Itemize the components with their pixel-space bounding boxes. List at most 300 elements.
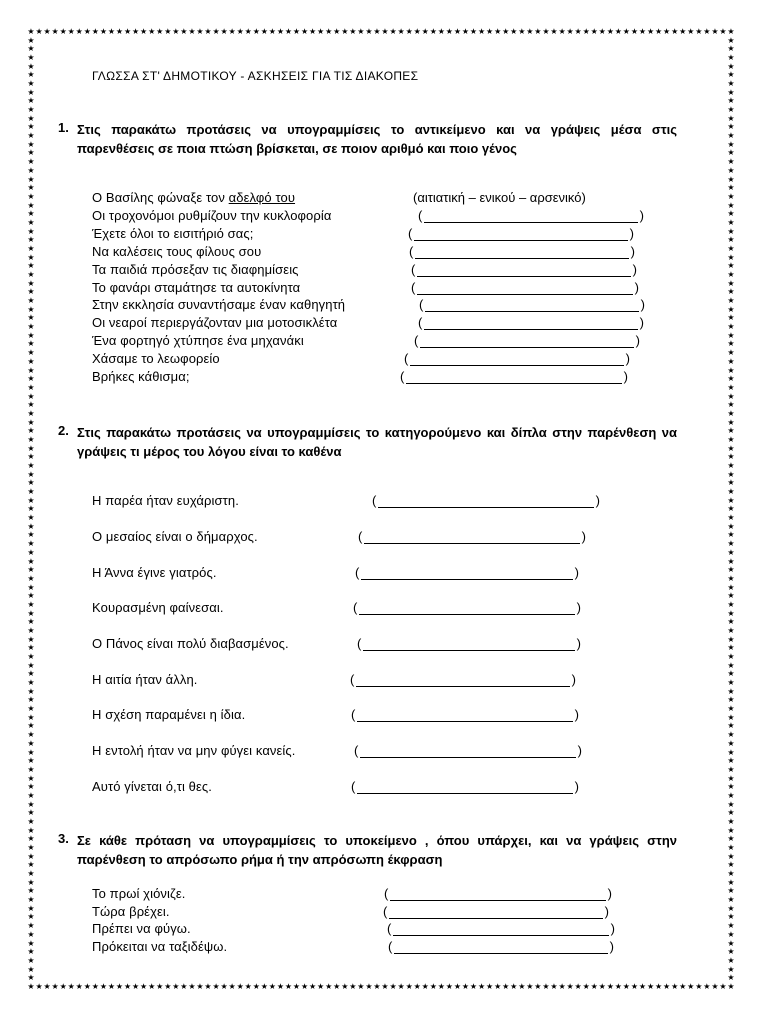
star-icon: ★ — [445, 27, 453, 36]
star-icon: ★ — [727, 70, 735, 80]
star-icon: ★ — [75, 27, 83, 36]
star-icon: ★ — [27, 209, 35, 219]
star-icon: ★ — [727, 52, 735, 62]
answer-blank[interactable] — [419, 297, 645, 314]
star-icon: ★ — [550, 27, 558, 36]
sentence: Έχετε όλοι το εισιτήριό σας; — [92, 226, 254, 241]
star-icon: ★ — [727, 678, 735, 688]
star-icon: ★ — [727, 660, 735, 670]
star-icon: ★ — [317, 982, 325, 991]
answer-line[interactable] — [424, 329, 638, 330]
star-icon: ★ — [99, 27, 107, 36]
star-icon: ★ — [638, 27, 647, 36]
star-icon: ★ — [27, 469, 35, 479]
star-icon: ★ — [727, 929, 735, 939]
answer-blank[interactable] — [418, 315, 644, 332]
star-icon: ★ — [405, 27, 413, 36]
answer-line[interactable] — [424, 222, 638, 223]
star-icon: ★ — [638, 982, 647, 991]
star-icon: ★ — [437, 982, 445, 991]
star-icon: ★ — [727, 643, 735, 653]
star-icon: ★ — [27, 495, 35, 505]
close-paren: ) — [574, 779, 579, 794]
star-icon: ★ — [325, 27, 333, 36]
star-icon: ★ — [622, 27, 630, 36]
star-icon: ★ — [727, 400, 735, 410]
star-icon: ★ — [27, 608, 35, 618]
star-icon: ★ — [727, 122, 735, 132]
star-icon: ★ — [27, 478, 35, 488]
star-icon: ★ — [727, 235, 735, 245]
star-icon: ★ — [188, 982, 196, 991]
example-sentence-text: Ο Βασίλης φώναξε τον — [92, 190, 229, 205]
star-icon: ★ — [671, 982, 679, 991]
star-icon: ★ — [727, 652, 735, 661]
star-icon: ★ — [27, 799, 35, 809]
star-icon: ★ — [727, 417, 735, 427]
star-icon: ★ — [27, 148, 35, 158]
star-icon: ★ — [727, 382, 735, 392]
answer-line[interactable] — [359, 614, 575, 615]
star-icon: ★ — [27, 131, 35, 141]
open-paren: ( — [357, 636, 362, 651]
star-icon: ★ — [148, 27, 156, 36]
star-icon: ★ — [727, 573, 735, 583]
star-icon: ★ — [727, 35, 735, 45]
star-icon: ★ — [671, 27, 679, 36]
star-icon: ★ — [99, 982, 107, 991]
star-icon: ★ — [727, 903, 735, 913]
star-icon: ★ — [590, 982, 598, 991]
star-icon: ★ — [727, 330, 735, 340]
star-icon: ★ — [566, 982, 574, 991]
star-icon: ★ — [27, 938, 35, 948]
star-icon: ★ — [518, 982, 526, 991]
answer-blank[interactable] — [388, 939, 614, 956]
star-icon: ★ — [132, 982, 140, 991]
answer-blank[interactable] — [414, 333, 640, 350]
star-icon: ★ — [727, 443, 735, 453]
star-icon: ★ — [27, 27, 35, 36]
star-icon: ★ — [27, 634, 35, 644]
answer-line[interactable] — [414, 240, 628, 241]
example-answer: (αιτιατική – ενικού – αρσενικό) — [413, 190, 586, 205]
answer-blank[interactable] — [411, 280, 639, 297]
star-icon: ★ — [27, 426, 35, 436]
star-icon: ★ — [91, 27, 99, 36]
star-icon: ★ — [727, 278, 735, 288]
star-icon: ★ — [27, 860, 35, 870]
star-icon: ★ — [27, 434, 35, 444]
star-icon: ★ — [309, 982, 317, 991]
star-icon: ★ — [333, 27, 341, 36]
star-icon: ★ — [123, 27, 132, 36]
worksheet-title: ΓΛΩΣΣΑ ΣΤ' ΔΗΜΟΤΙΚΟΥ - ΑΣΚΗΣΕΙΣ ΓΙΑ ΤΙΣ ΔΙΑΚΟΠΕΣ — [92, 69, 419, 83]
star-icon: ★ — [687, 982, 695, 991]
star-icon: ★ — [27, 582, 35, 592]
sentence: Πρόκειται να ταξιδέψω. — [92, 939, 228, 954]
star-icon: ★ — [727, 504, 735, 514]
sentence: Να καλέσεις τους φίλους σου — [92, 244, 262, 259]
star-icon: ★ — [27, 964, 35, 974]
star-icon: ★ — [413, 982, 421, 991]
star-icon: ★ — [727, 799, 735, 809]
star-icon: ★ — [220, 27, 228, 36]
answer-blank[interactable] — [384, 886, 612, 903]
star-icon: ★ — [727, 313, 735, 323]
sentence: Αυτό γίνεται ό,τι θες. — [92, 779, 212, 794]
star-icon: ★ — [172, 27, 180, 36]
star-icon: ★ — [727, 391, 735, 401]
answer-line[interactable] — [420, 347, 634, 348]
star-icon: ★ — [703, 27, 711, 36]
close-paren: ) — [623, 369, 628, 384]
star-icon: ★ — [341, 27, 349, 36]
answer-blank[interactable] — [351, 779, 579, 796]
star-icon: ★ — [502, 27, 510, 36]
star-icon: ★ — [397, 982, 405, 991]
star-icon: ★ — [276, 982, 284, 991]
star-icon: ★ — [27, 652, 35, 661]
answer-blank[interactable] — [354, 743, 582, 760]
close-paren: ) — [576, 600, 581, 615]
star-icon: ★ — [27, 105, 35, 115]
star-icon: ★ — [27, 539, 35, 549]
exercise-3-number: 3. — [58, 831, 69, 846]
answer-blank[interactable] — [400, 369, 628, 386]
star-icon: ★ — [663, 27, 671, 36]
answer-blank[interactable] — [408, 226, 634, 243]
open-paren: ( — [388, 939, 393, 954]
star-icon: ★ — [727, 721, 735, 731]
star-icon: ★ — [27, 504, 35, 514]
star-icon: ★ — [357, 982, 365, 991]
star-icon: ★ — [727, 139, 735, 149]
answer-blank[interactable] — [411, 262, 637, 279]
star-icon: ★ — [614, 27, 622, 36]
star-icon: ★ — [727, 973, 735, 983]
star-icon: ★ — [429, 982, 437, 991]
star-icon: ★ — [727, 547, 735, 557]
star-icon: ★ — [727, 296, 735, 306]
star-icon: ★ — [630, 982, 639, 991]
open-paren: ( — [351, 779, 356, 794]
answer-line[interactable] — [406, 383, 622, 384]
star-icon: ★ — [292, 27, 301, 36]
star-icon: ★ — [27, 70, 35, 80]
star-icon: ★ — [727, 764, 735, 774]
star-icon: ★ — [727, 565, 735, 575]
star-icon: ★ — [526, 982, 534, 991]
star-icon: ★ — [132, 27, 140, 36]
star-icon: ★ — [27, 625, 35, 635]
sentence: Χάσαμε το λεωφορείο — [92, 351, 220, 366]
close-paren: ) — [577, 743, 582, 758]
star-icon: ★ — [27, 591, 35, 601]
sentence: Ο μεσαίος είναι ο δήμαρχος. — [92, 529, 258, 544]
star-icon: ★ — [252, 27, 260, 36]
star-icon: ★ — [534, 27, 542, 36]
answer-line[interactable] — [356, 686, 570, 687]
answer-line[interactable] — [415, 258, 629, 259]
open-paren: ( — [350, 672, 355, 687]
star-icon: ★ — [598, 27, 606, 36]
open-paren: ( — [355, 565, 360, 580]
star-icon: ★ — [284, 27, 293, 36]
star-icon: ★ — [212, 982, 220, 991]
answer-blank[interactable] — [350, 672, 576, 689]
star-icon: ★ — [719, 27, 727, 36]
star-icon: ★ — [622, 982, 630, 991]
sentence: Τώρα βρέχει. — [92, 904, 170, 919]
answer-blank[interactable] — [387, 921, 615, 938]
open-paren: ( — [387, 921, 392, 936]
sentence: Η αιτία ήταν άλλη. — [92, 672, 198, 687]
star-icon: ★ — [727, 686, 735, 696]
close-paren: ) — [630, 244, 635, 259]
star-icon: ★ — [27, 903, 35, 913]
star-icon: ★ — [727, 426, 735, 436]
sentence: Το πρωί χιόνιζε. — [92, 886, 186, 901]
star-icon: ★ — [727, 625, 735, 635]
star-icon: ★ — [486, 27, 494, 36]
star-icon: ★ — [27, 278, 35, 288]
star-icon: ★ — [534, 982, 542, 991]
star-icon: ★ — [727, 947, 735, 957]
answer-blank[interactable] — [383, 904, 609, 921]
answer-blank[interactable] — [353, 600, 581, 617]
star-icon: ★ — [654, 27, 663, 36]
answer-line[interactable] — [363, 650, 575, 651]
exercise-2-instruction: Στις παρακάτω προτάσεις να υπογραμμίσεις το κατηγορούμενο και δίπλα στην παρένθεση να γράψεις τι μέρος του λόγου είναι το καθένα — [77, 425, 677, 459]
star-icon: ★ — [51, 27, 59, 36]
star-icon: ★ — [27, 122, 35, 132]
answer-line[interactable] — [357, 793, 573, 794]
star-icon: ★ — [727, 877, 735, 887]
answer-line[interactable] — [378, 507, 594, 508]
star-icon: ★ — [27, 287, 35, 297]
star-icon: ★ — [381, 27, 389, 36]
star-icon: ★ — [727, 556, 735, 566]
star-icon: ★ — [27, 44, 35, 54]
star-icon: ★ — [727, 469, 735, 479]
star-icon: ★ — [27, 200, 35, 210]
sentence: Βρήκες κάθισμα; — [92, 369, 190, 384]
star-icon: ★ — [461, 982, 470, 991]
answer-blank[interactable] — [351, 707, 579, 724]
answer-blank[interactable] — [404, 351, 630, 368]
star-icon: ★ — [727, 165, 735, 175]
star-icon: ★ — [43, 27, 51, 36]
star-icon: ★ — [27, 530, 35, 540]
star-icon: ★ — [542, 982, 550, 991]
star-icon: ★ — [727, 270, 735, 279]
answer-blank[interactable] — [372, 493, 600, 510]
star-icon: ★ — [27, 947, 35, 957]
star-icon: ★ — [494, 982, 502, 991]
star-icon: ★ — [27, 87, 35, 97]
star-icon: ★ — [405, 982, 413, 991]
star-icon: ★ — [27, 834, 35, 844]
answer-blank[interactable] — [409, 244, 635, 261]
open-paren: ( — [372, 493, 377, 508]
star-icon: ★ — [582, 27, 590, 36]
open-paren: ( — [354, 743, 359, 758]
star-icon: ★ — [727, 608, 735, 618]
star-icon: ★ — [381, 982, 389, 991]
star-icon: ★ — [727, 521, 735, 531]
star-icon: ★ — [727, 365, 735, 375]
answer-blank[interactable] — [357, 636, 581, 653]
star-icon: ★ — [727, 261, 735, 271]
star-icon: ★ — [558, 27, 566, 36]
sentence: Η σχέση παραμένει η ίδια. — [92, 707, 246, 722]
star-icon: ★ — [727, 912, 735, 922]
star-icon: ★ — [727, 105, 735, 115]
answer-line[interactable] — [393, 935, 609, 936]
answer-line[interactable] — [410, 365, 624, 366]
star-icon: ★ — [27, 356, 35, 366]
answer-line[interactable] — [357, 721, 573, 722]
star-icon: ★ — [727, 513, 735, 523]
star-icon: ★ — [27, 217, 35, 227]
star-icon: ★ — [27, 113, 35, 123]
star-icon: ★ — [558, 982, 566, 991]
star-icon: ★ — [27, 973, 35, 983]
sentence: Στην εκκλησία συναντήσαμε έναν καθηγητή — [92, 297, 346, 312]
star-icon: ★ — [727, 756, 735, 766]
answer-line[interactable] — [360, 757, 576, 758]
star-icon: ★ — [373, 982, 381, 991]
close-paren: ) — [639, 208, 644, 223]
star-icon: ★ — [27, 886, 35, 896]
star-icon: ★ — [244, 982, 252, 991]
close-paren: ) — [607, 886, 612, 901]
star-icon: ★ — [727, 27, 735, 36]
answer-blank[interactable] — [418, 208, 644, 225]
example-underlined-object: αδελφό του — [228, 190, 296, 205]
star-icon: ★ — [204, 982, 212, 991]
answer-blank[interactable] — [358, 529, 586, 546]
star-icon: ★ — [727, 322, 735, 332]
star-icon: ★ — [27, 816, 35, 826]
star-icon: ★ — [27, 747, 35, 757]
star-icon: ★ — [27, 61, 35, 71]
star-icon: ★ — [27, 712, 35, 722]
close-paren: ) — [639, 315, 644, 330]
sentence: Η Άννα έγινε γιατρός. — [92, 565, 217, 580]
star-icon: ★ — [727, 773, 735, 783]
star-icon: ★ — [27, 96, 35, 106]
star-icon: ★ — [727, 131, 735, 141]
star-icon: ★ — [27, 782, 35, 792]
answer-line[interactable] — [361, 579, 573, 580]
star-icon: ★ — [389, 982, 397, 991]
sentence: Το φανάρι σταμάτησε τα αυτοκίνητα — [92, 280, 301, 295]
star-icon: ★ — [429, 27, 437, 36]
star-icon: ★ — [727, 747, 735, 757]
star-icon: ★ — [196, 27, 204, 36]
star-icon: ★ — [542, 27, 550, 36]
star-icon: ★ — [244, 27, 252, 36]
star-icon: ★ — [445, 982, 453, 991]
star-icon: ★ — [518, 27, 526, 36]
close-paren: ) — [625, 351, 630, 366]
close-paren: ) — [634, 280, 639, 295]
star-icon: ★ — [727, 252, 735, 262]
star-icon: ★ — [164, 982, 172, 991]
star-icon: ★ — [453, 27, 461, 36]
star-icon: ★ — [469, 982, 478, 991]
answer-line[interactable] — [417, 294, 633, 295]
answer-line[interactable] — [394, 953, 608, 954]
open-paren: ( — [353, 600, 358, 615]
star-icon: ★ — [727, 851, 735, 861]
star-icon: ★ — [27, 513, 35, 523]
star-icon: ★ — [606, 982, 614, 991]
star-icon: ★ — [27, 183, 35, 193]
star-icon: ★ — [27, 738, 35, 748]
star-icon: ★ — [494, 27, 502, 36]
star-icon: ★ — [727, 938, 735, 948]
exercise-3-instruction: Σε κάθε πρόταση να υπογραμμίσεις το υποκείμενο , όπου υπάρχει, και να γράψεις στην παρένθεση το απρόσωπο ρήμα ή την απρόσωπη έκφραση — [77, 833, 677, 867]
star-icon: ★ — [27, 643, 35, 653]
answer-line[interactable] — [389, 918, 603, 919]
star-icon: ★ — [27, 547, 35, 557]
star-icon: ★ — [727, 886, 735, 896]
answer-line[interactable] — [390, 900, 606, 901]
star-icon: ★ — [27, 573, 35, 583]
star-icon: ★ — [727, 191, 735, 201]
star-icon: ★ — [727, 634, 735, 644]
star-icon: ★ — [27, 400, 35, 410]
exercise-2-number: 2. — [58, 423, 69, 438]
star-icon: ★ — [397, 27, 405, 36]
star-icon: ★ — [236, 27, 244, 36]
star-icon: ★ — [317, 27, 325, 36]
star-icon: ★ — [220, 982, 228, 991]
star-icon: ★ — [727, 96, 735, 106]
star-icon: ★ — [727, 860, 735, 870]
open-paren: ( — [419, 297, 424, 312]
answer-line[interactable] — [364, 543, 580, 544]
close-paren: ) — [640, 297, 645, 312]
open-paren: ( — [418, 208, 423, 223]
star-icon: ★ — [27, 461, 35, 470]
star-icon: ★ — [27, 235, 35, 245]
answer-line[interactable] — [417, 276, 631, 277]
star-icon: ★ — [590, 27, 598, 36]
star-icon: ★ — [389, 27, 397, 36]
star-icon: ★ — [365, 982, 373, 991]
star-icon: ★ — [27, 322, 35, 332]
open-paren: ( — [358, 529, 363, 544]
star-icon: ★ — [27, 773, 35, 783]
answer-blank[interactable] — [355, 565, 579, 582]
close-paren: ) — [571, 672, 576, 687]
answer-line[interactable] — [425, 311, 639, 312]
star-icon: ★ — [27, 895, 35, 905]
close-paren: ) — [629, 226, 634, 241]
star-icon: ★ — [27, 721, 35, 731]
star-icon: ★ — [727, 530, 735, 540]
star-icon: ★ — [115, 982, 124, 991]
star-icon: ★ — [421, 982, 429, 991]
star-icon: ★ — [83, 27, 91, 36]
star-icon: ★ — [727, 808, 735, 818]
star-icon: ★ — [188, 27, 196, 36]
star-icon: ★ — [27, 982, 35, 991]
